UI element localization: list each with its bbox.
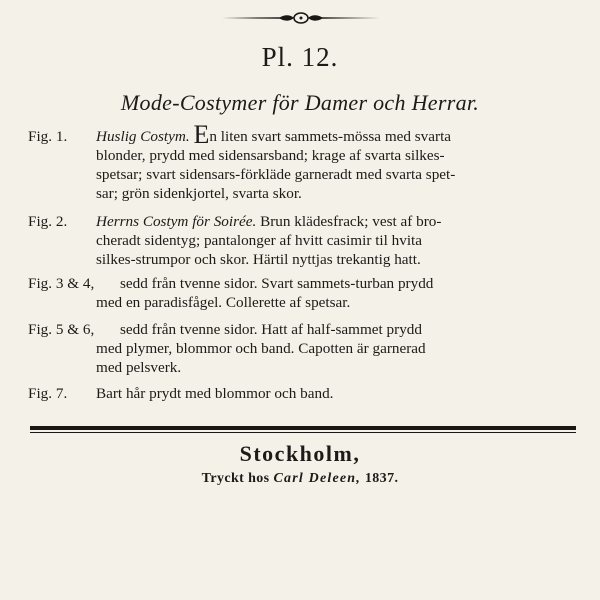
figure-entry-2 — [28, 212, 584, 269]
figure-label: Fig. 3 & 4, — [28, 275, 95, 292]
footer-rule — [30, 426, 576, 430]
entry-line: blonder, prydd med sidensarsband; krage af svarta silkes- — [96, 147, 445, 164]
entry-line: sedd från tvenne sidor. Hatt af half-sammet prydd — [120, 321, 422, 338]
entry-line: med en paradisfågel. Collerette af spetsar. — [96, 294, 351, 311]
figure-label: Fig. 2. — [28, 213, 68, 230]
figure-entry-5-6 — [28, 320, 584, 377]
entry-text: n liten svart sammets-mössa med svarta — [209, 128, 452, 145]
figure-entry-3-4 — [28, 274, 584, 312]
footer-rule-thin — [30, 432, 576, 433]
imprint-line — [0, 471, 600, 487]
figure-label: Fig. 7. — [28, 385, 68, 402]
plate-number: Pl. 12. — [261, 42, 339, 72]
entry-line — [96, 120, 584, 149]
page-title: Mode-Costymer för Damer och Herrar. — [120, 90, 480, 115]
entry-line: med pelsverk. — [96, 359, 182, 376]
entry-line: sar; grön sidenkjortel, svarta skor. — [96, 185, 302, 202]
figure-caption-lead: Huslig Costym. — [96, 128, 190, 145]
entry-line: Bart hår prydt med blommor och band. — [96, 385, 334, 402]
imprint-year: 1837. — [364, 471, 399, 486]
figure-label: Fig. 5 & 6, — [28, 321, 95, 338]
header-ornament — [220, 10, 382, 26]
drop-capital: E — [193, 120, 210, 149]
entry-line: sedd från tvenne sidor. Svart sammets-turban prydd — [120, 275, 434, 292]
entry-line: med plymer, blommor och band. Capotten är garnerad — [96, 340, 426, 357]
figure-caption-lead: Herrns Costym för Soirée. — [96, 213, 257, 230]
entry-line: spetsar; svart sidensars-förkläde garneradt med svarta spet- — [96, 166, 456, 183]
imprint-printer: Carl Deleen, — [273, 471, 361, 486]
figure-entry-1 — [28, 120, 584, 203]
figure-label: Fig. 1. — [28, 128, 68, 145]
entry-line — [96, 212, 584, 231]
entry-line: silkes-strumpor och skor. Härtil nyttjas trekantig hatt. — [96, 251, 421, 268]
imprint-city: Stockholm, — [239, 441, 361, 466]
entry-line: cheradt sidentyg; pantalonger af hvitt casimir til hvita — [96, 232, 423, 249]
figure-entry-7 — [28, 384, 584, 403]
entry-text: Brun klädesfrack; vest af bro- — [256, 213, 442, 230]
imprint-printed-by: Tryckt hos — [201, 471, 270, 486]
